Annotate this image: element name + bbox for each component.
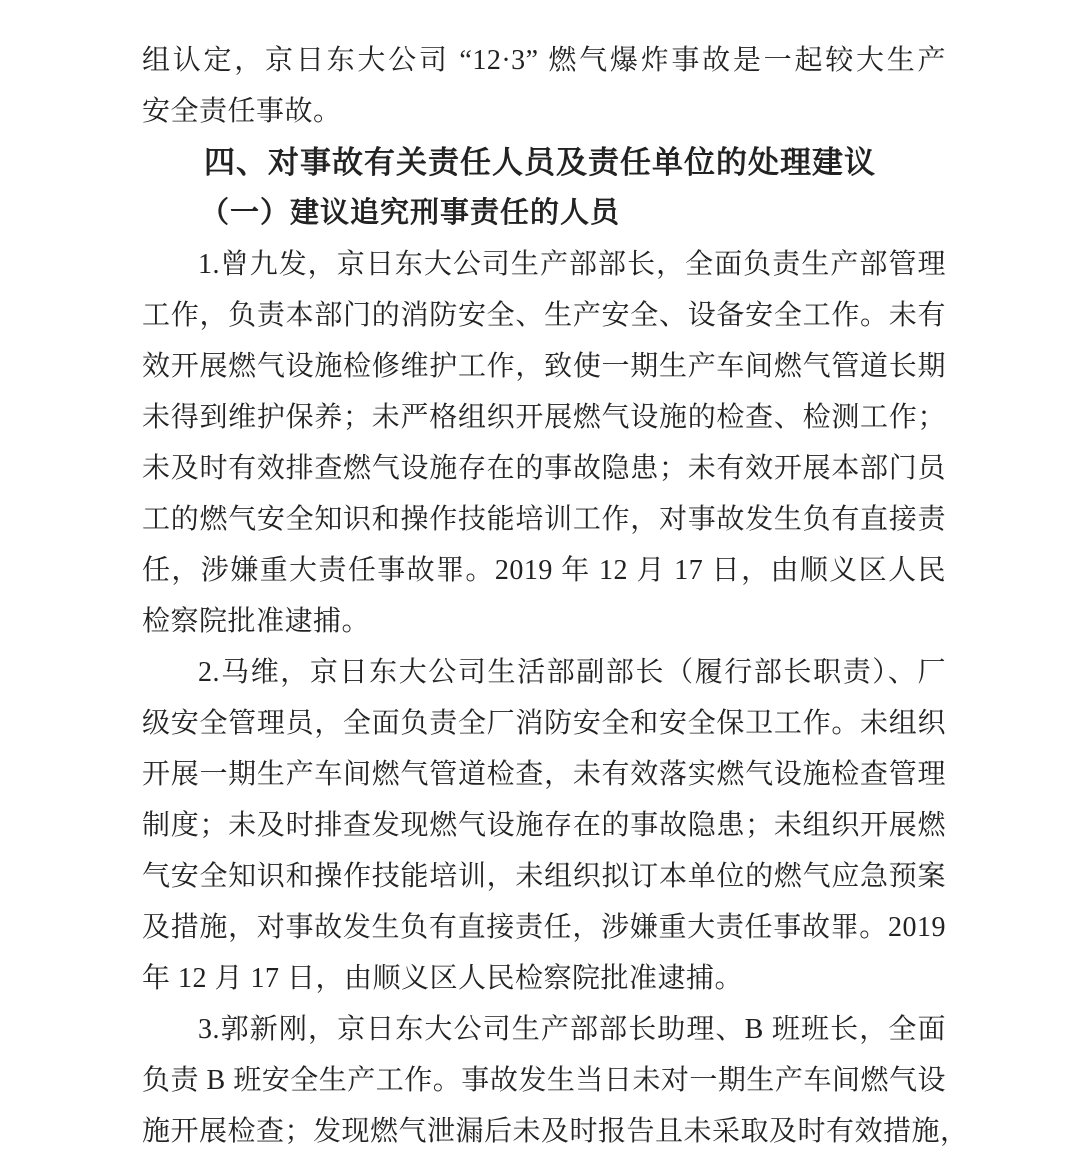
text-line: 负责 B 班安全生产工作。事故发生当日未对一期生产车间燃气设 — [142, 1065, 946, 1096]
paragraph-3 — [142, 1004, 969, 1157]
text-line: 气安全知识和操作技能培训，未组织拟订本单位的燃气应急预案 — [142, 861, 946, 892]
sub-heading — [142, 188, 946, 239]
text-line: 工作，负责本部门的消防安全、生产安全、设备安全工作。未有 — [142, 300, 946, 331]
text-line: 检察院批准逮捕。 — [142, 606, 371, 637]
text-line: 年 12 月 17 日，由顺义区人民检察院批准逮捕。 — [142, 963, 744, 994]
text-line: 及措施，对事故发生负有直接责任，涉嫌重大责任事故罪。2019 — [142, 912, 946, 943]
text-line: 2.马维，京日东大公司生活部副部长（履行部长职责）、厂 — [198, 657, 946, 688]
text-line: 级安全管理员，全面负责全厂消防安全和安全保卫工作。未组织 — [142, 708, 946, 739]
text-line: 3.郭新刚，京日东大公司生产部部长助理、B 班班长，全面 — [198, 1014, 946, 1045]
text-line: 制度；未及时排查发现燃气设施存在的事故隐患；未组织开展燃 — [142, 810, 946, 841]
text-line: 工的燃气安全知识和操作技能培训工作，对事故发生负有直接责 — [142, 504, 946, 535]
text-line: 开展一期生产车间燃气管道检查，未有效落实燃气设施检查管理 — [142, 759, 946, 790]
text-line: 施开展检查；发现燃气泄漏后未及时报告且未采取及时有效措施， — [142, 1116, 969, 1147]
text-line: 四、对事故有关责任人员及责任单位的处理建议 — [204, 145, 876, 180]
text-line: 组认定，京日东大公司 “12·3” 燃气爆炸事故是一起较大生产 — [142, 45, 946, 76]
text-line: 未及时有效排查燃气设施存在的事故隐患；未有效开展本部门员 — [142, 453, 946, 484]
paragraph-continuation — [142, 35, 946, 137]
text-line: 任，涉嫌重大责任事故罪。2019 年 12 月 17 日，由顺义区人民 — [142, 555, 946, 586]
section-heading — [142, 137, 946, 188]
paragraph-1 — [142, 239, 946, 647]
paragraph-2 — [142, 647, 946, 1004]
text-line: 1.曾九发，京日东大公司生产部部长，全面负责生产部管理 — [198, 249, 946, 280]
text-line: 安全责任事故。 — [142, 96, 342, 127]
text-line: （一）建议追究刑事责任的人员 — [200, 197, 621, 229]
text-line: 效开展燃气设施检修维护工作，致使一期生产车间燃气管道长期 — [142, 351, 946, 382]
text-line: 未得到维护保养；未严格组织开展燃气设施的检查、检测工作； — [142, 402, 946, 433]
